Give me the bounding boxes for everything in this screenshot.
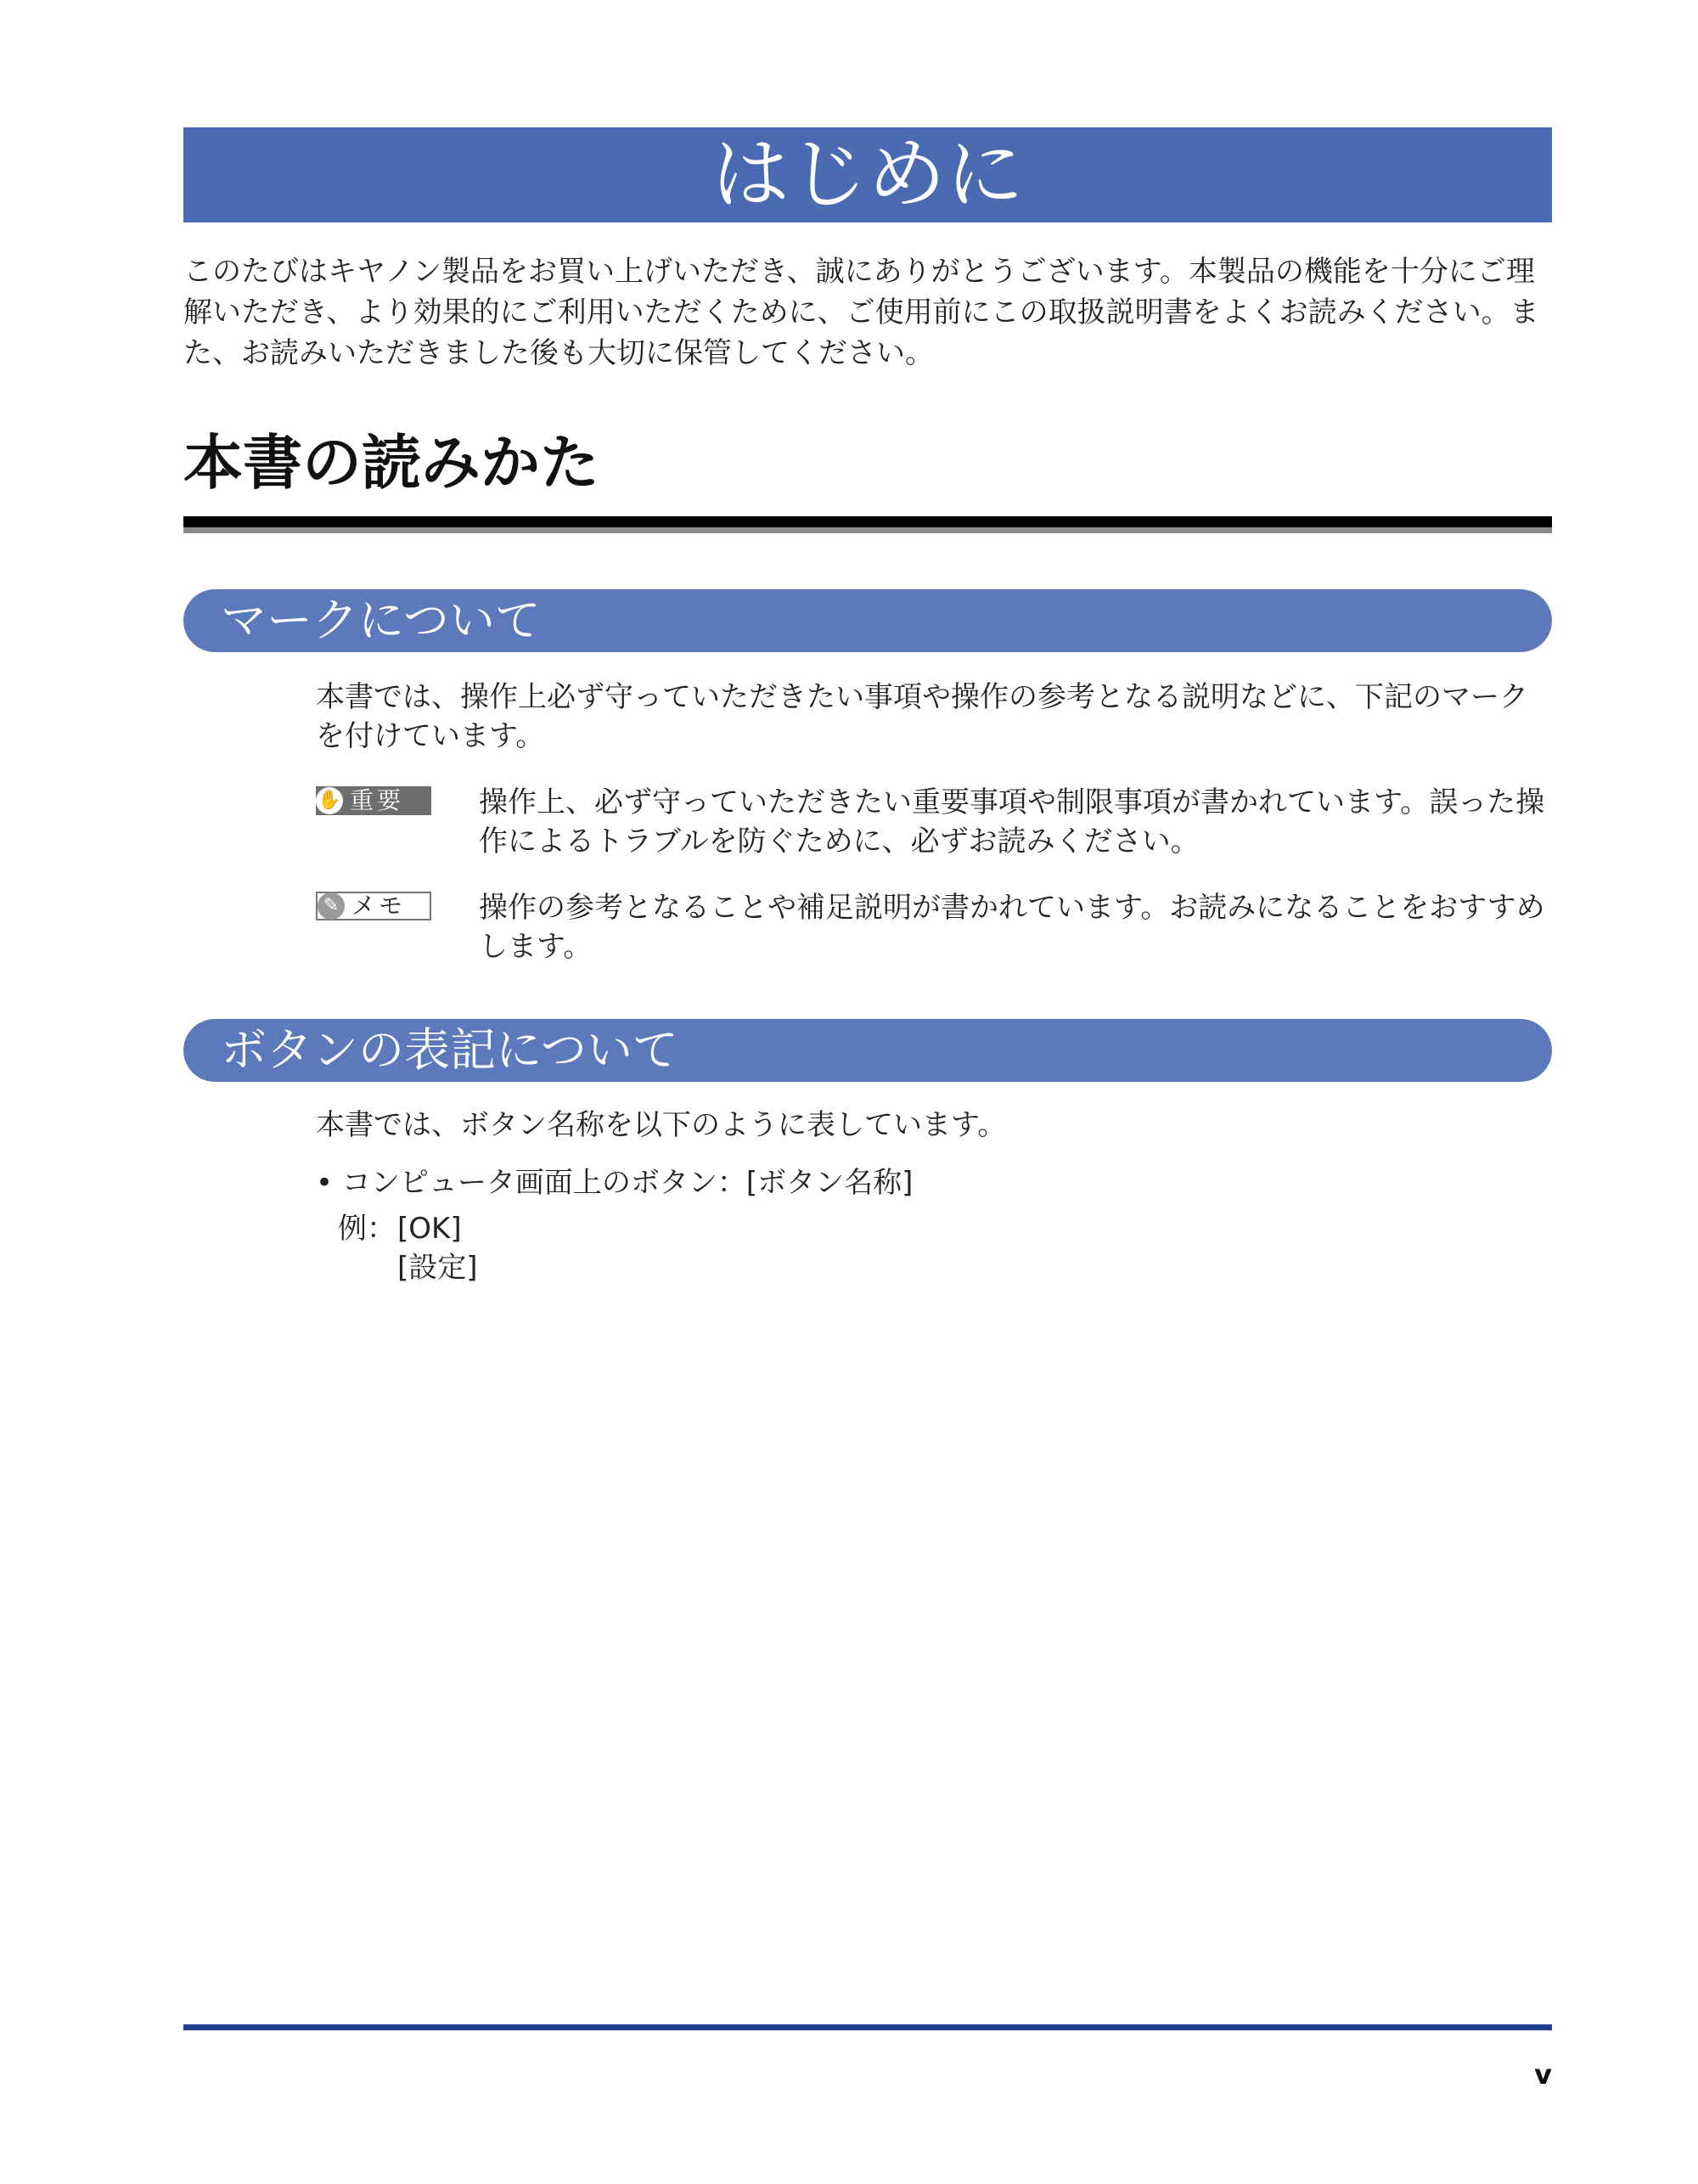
important-badge [316,786,431,815]
buttons-heading: ボタンの表記について [183,1019,1552,1082]
footer-rule [183,2024,1552,2030]
heading-rule [183,516,1552,533]
memo-badge-label: メモ [351,892,407,920]
page-title-banner [183,127,1552,222]
section-heading: 本書の読みかた [183,428,599,498]
marks-description: 本書では、操作上必ず守っていただきたい事項や操作の参考となる説明などに、下記のマークを付けています。 [316,680,1528,753]
example-label: 例： [338,1212,396,1246]
hand-stop-icon: ✋ [316,787,343,814]
memo-badge [316,892,431,920]
important-note-text: 操作上、必ず守っていただきたい重要事項や制限事項が書かれています。誤った操作によるトラブルを防ぐために、必ずお読みください。 [479,785,1545,858]
button-notation-bullet: • コンピュータ画面上のボタン：[ボタン名称] [316,1166,914,1200]
important-badge-label: 重要 [350,786,405,814]
intro-paragraph: このたびはキヤノン製品をお買い上げいただき、誠にありがとうございます。本製品の機能を十分にご理解いただき、より効果的にご利用いただくために、ご使用前にこの取扱説明書をよくお読みください。また、お読みいただきました後も大切に保管してください。 [183,255,1539,370]
page-number: v [1534,2058,1552,2091]
example-ok: [OK] [397,1212,462,1246]
example-settings: [設定] [397,1251,478,1285]
memo-note-text: 操作の参考となることや補足説明が書かれています。お読みになることをおすすめします。 [479,891,1545,964]
page-title: はじめに [711,129,1024,220]
buttons-description: 本書では、ボタン名称を以下のように表しています。 [316,1108,1007,1142]
pencil-icon: ✎ [318,892,345,920]
marks-heading: マークについて [183,589,1552,652]
